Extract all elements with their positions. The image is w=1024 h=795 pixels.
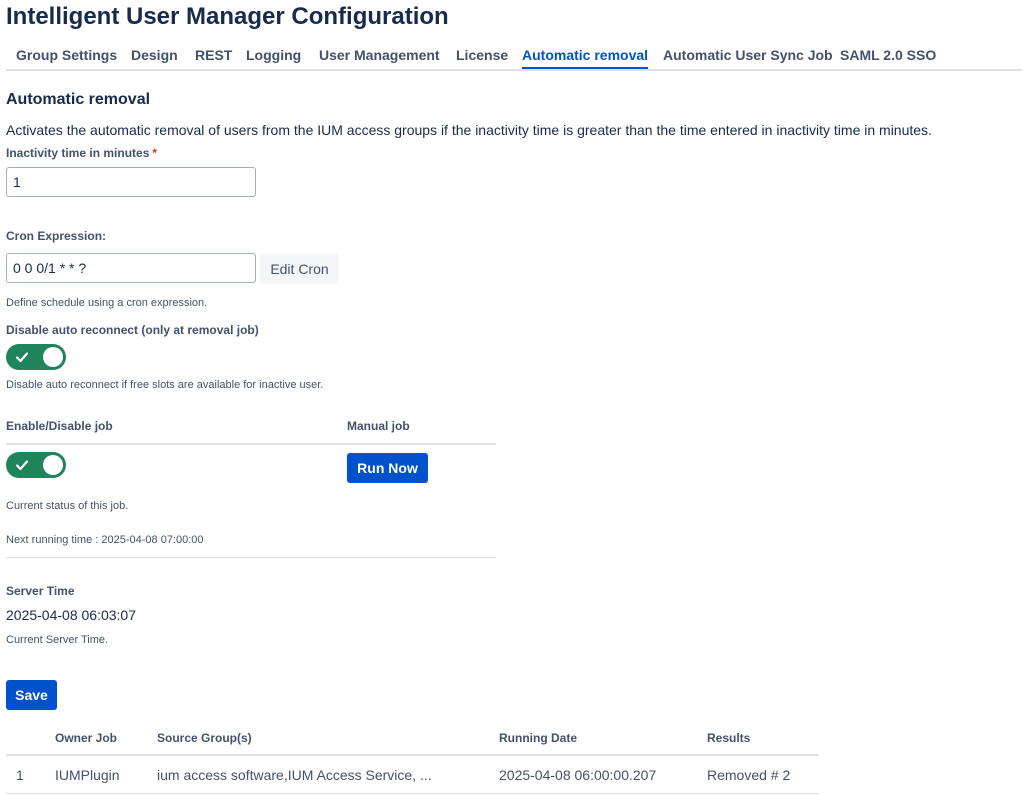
job-status-help: Current status of this job. <box>6 500 129 512</box>
tab-license[interactable]: License <box>456 47 509 63</box>
enable-job-label: Enable/Disable job <box>6 419 113 433</box>
tab-automatic-user-sync-job[interactable]: Automatic User Sync Job <box>663 47 833 63</box>
page-title: Intelligent User Manager Configuration <box>6 3 449 30</box>
auto-reconnect-help: Disable auto reconnect if free slots are available for inactive user. <box>6 379 324 391</box>
tab-bar <box>6 44 1022 71</box>
tab-saml-sso[interactable]: SAML 2.0 SSO <box>840 47 937 63</box>
tab-group-settings[interactable]: Group Settings <box>16 47 118 63</box>
inactivity-label-text: Inactivity time in minutes <box>6 146 150 160</box>
toggle-knob <box>43 455 63 475</box>
save-button[interactable]: Save <box>6 680 57 710</box>
toggle-knob <box>43 347 63 367</box>
server-time-label: Server Time <box>6 584 75 598</box>
column-header-results: Results <box>707 731 751 745</box>
enable-job-toggle[interactable] <box>6 452 66 478</box>
edit-cron-button[interactable]: Edit Cron <box>260 254 339 284</box>
history-table <box>6 728 819 795</box>
cron-help: Define schedule using a cron expression. <box>6 297 208 309</box>
cron-label: Cron Expression: <box>6 229 107 243</box>
server-time-value: 2025-04-08 06:03:07 <box>6 607 136 623</box>
auto-reconnect-label: Disable auto reconnect (only at removal job) <box>6 323 259 337</box>
tab-logging[interactable]: Logging <box>246 47 302 63</box>
server-time-help: Current Server Time. <box>6 634 109 646</box>
inactivity-label <box>6 146 157 160</box>
tab-rest[interactable]: REST <box>195 47 233 63</box>
table-cell-index: 1 <box>16 767 24 783</box>
table-cell-source-groups: ium access software,IUM Access Service, ... <box>157 767 432 783</box>
auto-reconnect-toggle[interactable] <box>6 344 66 370</box>
tab-automatic-removal[interactable]: Automatic removal <box>522 47 649 63</box>
check-icon <box>15 350 29 364</box>
run-now-button[interactable]: Run Now <box>347 453 428 483</box>
required-mark: * <box>152 146 158 160</box>
table-cell-running-date: 2025-04-08 06:00:00.207 <box>499 767 657 783</box>
table-cell-results: Removed # 2 <box>707 767 791 783</box>
column-header-running-date: Running Date <box>499 731 577 745</box>
column-header-source-groups: Source Group(s) <box>157 731 252 745</box>
section-title: Automatic removal <box>6 91 151 108</box>
table-row <box>6 756 819 794</box>
inactivity-time-input[interactable]: 1 <box>6 167 256 197</box>
check-icon <box>15 458 29 472</box>
tab-design[interactable]: Design <box>131 47 178 63</box>
job-divider-bottom <box>6 557 496 558</box>
cron-expression-input[interactable]: 0 0 0/1 * * ? <box>6 253 256 283</box>
table-row-divider <box>6 793 819 794</box>
table-cell-owner-job: IUMPlugin <box>55 767 120 783</box>
manual-job-label: Manual job <box>347 419 410 433</box>
job-divider-top <box>6 443 496 445</box>
tab-user-management[interactable]: User Management <box>319 47 440 63</box>
next-running-time: Next running time : 2025-04-08 07:00:00 <box>6 534 204 546</box>
section-description: Activates the automatic removal of users from the IUM access groups if the inactivity time is greater than the time entered in inactivity time in minutes. <box>6 122 932 138</box>
column-header-owner-job: Owner Job <box>55 731 118 745</box>
